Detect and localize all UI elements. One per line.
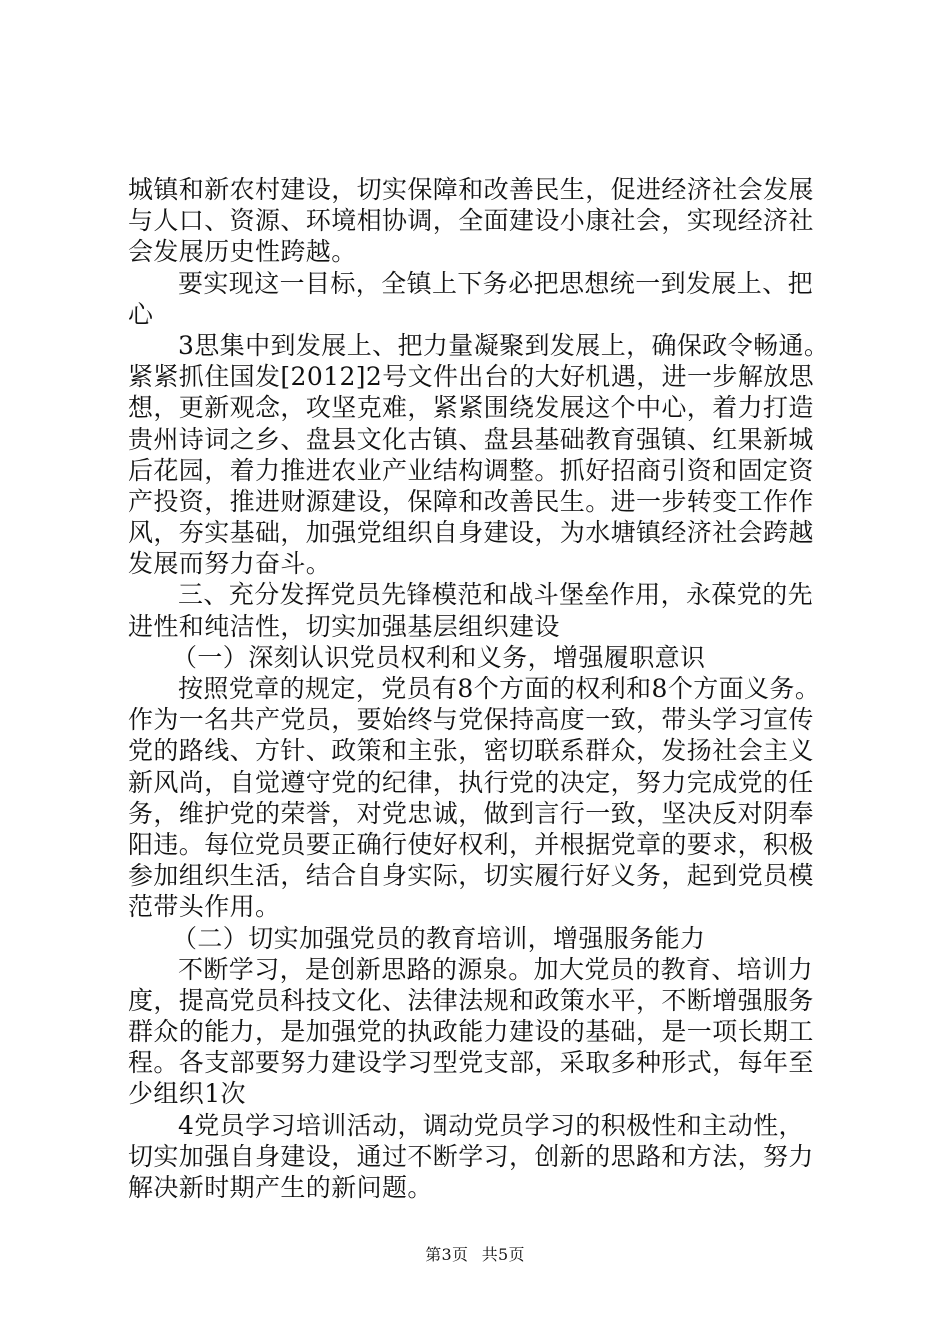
text-line: 会发展历史性跨越。 xyxy=(128,237,357,267)
text-line: 城镇和新农村建设，切实保障和改善民生，促进经济社会发展 xyxy=(128,175,814,204)
section-heading: 进性和纯洁性，切实加强基层组织建设 xyxy=(128,611,560,641)
text-line: 心 xyxy=(128,299,154,329)
text-line: 不断学习，是创新思路的源泉。加大党员的教育、培训力 xyxy=(178,954,814,984)
text-line: 新风尚，自觉遵守党的纪律，执行党的决定，努力完成党的任 xyxy=(128,767,814,797)
document-body xyxy=(128,174,848,1203)
text-line: 度，提高党员科技文化、法律法规和政策水平，不断增强服务 xyxy=(128,985,814,1015)
text-line: 解决新时期产生的新问题。 xyxy=(128,1173,433,1202)
text-line: 范带头作用。 xyxy=(128,892,281,922)
text-line: 紧紧抓住国发[2012]2号文件出台的大好机遇，进一步解放思 xyxy=(128,362,815,392)
text-line: 程。各支部要努力建设学习型党支部，采取多种形式，每年至 xyxy=(128,1048,814,1078)
text-line: 想，更新观念，攻坚克难，紧紧围绕发展这个中心，着力打造 xyxy=(128,393,814,423)
text-line: 4党员学习培训活动，调动党员学习的积极性和主动性， xyxy=(178,1110,804,1140)
text-line: 作为一名共产党员，要始终与党保持高度一致，带头学习宣传 xyxy=(128,705,814,735)
subsection-heading: （一）深刻认识党员权利和义务，增强履职意识 xyxy=(172,642,706,672)
section-heading: 三、充分发挥党员先锋模范和战斗堡垒作用，永葆党的先 xyxy=(178,580,814,610)
page-footer xyxy=(0,1245,950,1265)
text-line: 后花园，着力推进农业产业结构调整。抓好招商引资和固定资 xyxy=(128,455,814,485)
text-line: 风，夯实基础，加强党组织自身建设，为水塘镇经济社会跨越 xyxy=(128,518,814,548)
text-line: 党的路线、方针、政策和主张，密切联系群众，发扬社会主义 xyxy=(128,736,814,766)
text-line: 发展而努力奋斗。 xyxy=(128,549,332,579)
text-line: 与人口、资源、环境相协调，全面建设小康社会，实现经济社 xyxy=(128,206,814,236)
text-line: 3思集中到发展上、把力量凝聚到发展上，确保政令畅通。 xyxy=(178,330,830,360)
text-line: 切实加强自身建设，通过不断学习，创新的思路和方法，努力 xyxy=(128,1141,814,1171)
text-line: 阳违。每位党员要正确行使好权利，并根据党章的要求，积极 xyxy=(128,829,814,859)
text-line: 贵州诗词之乡、盘县文化古镇、盘县基础教育强镇、红果新城 xyxy=(128,424,814,454)
text-line: 少组织1次 xyxy=(128,1079,246,1109)
text-line: 务，维护党的荣誉，对党忠诚，做到言行一致，坚决反对阴奉 xyxy=(128,798,814,828)
text-line: 参加组织生活，结合自身实际，切实履行好义务，起到党员模 xyxy=(128,861,814,891)
text-line: 按照党章的规定，党员有8个方面的权利和8个方面义务。 xyxy=(178,674,821,703)
subsection-heading: （二）切实加强党员的教育培训，增强服务能力 xyxy=(172,923,706,953)
text-line: 要实现这一目标，全镇上下务必把思想统一到发展上、把 xyxy=(178,268,814,298)
text-line: 产投资，推进财源建设，保障和改善民生。进一步转变工作作 xyxy=(128,486,814,516)
page-total: 共5页 xyxy=(481,1245,525,1264)
text-line: 群众的能力，是加强党的执政能力建设的基础，是一项长期工 xyxy=(128,1017,814,1047)
page-number: 第3页 xyxy=(425,1245,469,1264)
